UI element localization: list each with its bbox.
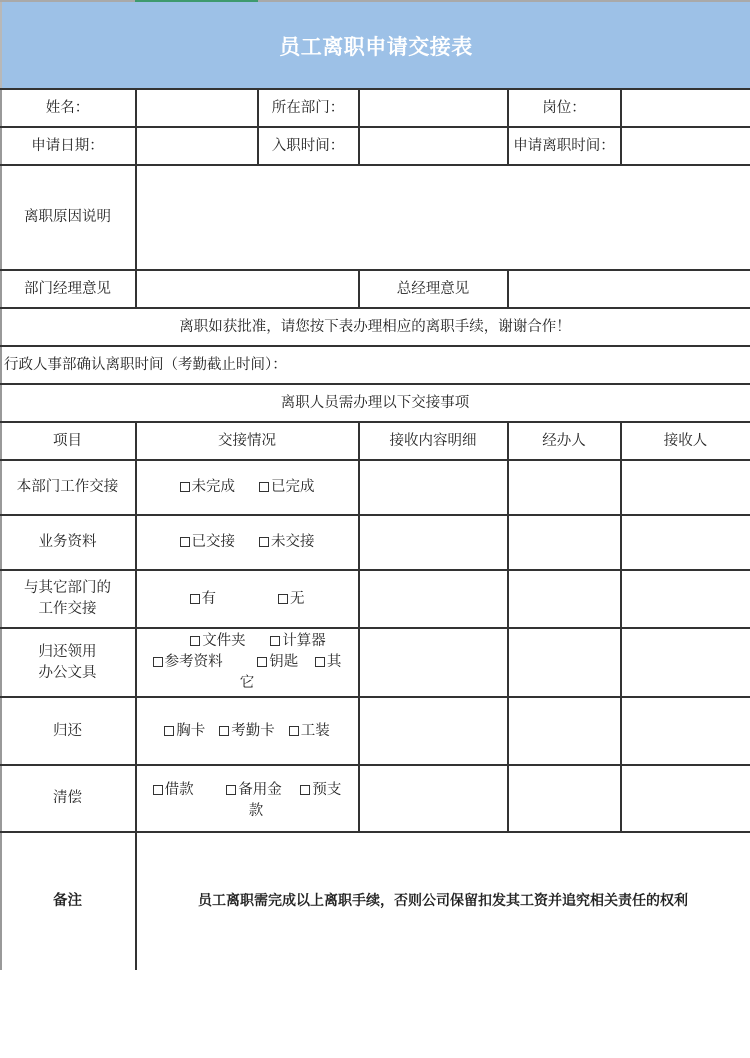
grid-line xyxy=(358,422,360,832)
grid-line xyxy=(358,89,360,165)
remark-text: 员工离职需完成以上离职手续，否则公司保留扣发其工资并追究相关责任的权利 xyxy=(198,892,688,909)
checkbox-icon[interactable] xyxy=(315,657,325,667)
checkbox-option[interactable]: 考勤卡 xyxy=(219,721,275,742)
handler-column-fields[interactable] xyxy=(508,460,620,832)
checkbox-option[interactable]: 备用金 xyxy=(226,782,282,798)
status-settlement: 借款 备用金 预支 款 xyxy=(136,765,358,832)
leave-date-label: 申请离职时间： xyxy=(513,137,615,154)
dept-field[interactable] xyxy=(359,89,507,127)
checkbox-option[interactable]: 胸卡 xyxy=(164,721,205,742)
row-item-office-supplies: 归还领用 办公文具 xyxy=(38,643,97,681)
leave-date-field[interactable] xyxy=(621,127,750,165)
title-banner xyxy=(0,2,750,89)
status-office-supplies: 文件夹 计算器 参考资料 钥匙 其 它 xyxy=(136,628,358,697)
row-item-return: 归还 xyxy=(53,722,82,739)
name-field[interactable] xyxy=(136,89,257,127)
checkbox-option[interactable]: 工装 xyxy=(289,721,330,742)
checkbox-icon[interactable] xyxy=(153,657,163,667)
grid-line xyxy=(0,831,750,833)
grid-line xyxy=(0,696,750,698)
grid-line xyxy=(135,422,137,970)
grid-line xyxy=(620,422,622,832)
grid-line xyxy=(0,627,750,629)
approval-notice: 离职如获批准，请您按下表办理相应的离职手续，谢谢合作！ xyxy=(179,318,571,335)
apply-date-label: 申请日期： xyxy=(31,137,104,154)
checkbox-icon[interactable] xyxy=(164,726,174,736)
checkbox-option[interactable]: 已完成 xyxy=(259,477,315,498)
grid-line xyxy=(0,421,750,423)
checkbox-option[interactable]: 其 xyxy=(315,654,342,670)
checkbox-icon[interactable] xyxy=(180,482,190,492)
status-dept-handover xyxy=(136,460,358,515)
checkbox-icon[interactable] xyxy=(219,726,229,736)
hr-confirm-field[interactable]: 行政人事部确认离职时间（考勤截止时间）： xyxy=(4,356,287,373)
grid-line xyxy=(135,89,137,165)
col-header-item: 项目 xyxy=(53,432,82,449)
status-return xyxy=(136,697,358,765)
grid-line xyxy=(507,422,509,832)
grid-line xyxy=(0,269,750,271)
grid-line xyxy=(257,89,259,165)
grid-line xyxy=(620,89,622,165)
hire-date-field[interactable] xyxy=(359,127,507,165)
reason-label: 离职原因说明 xyxy=(24,209,111,225)
checkbox-icon[interactable] xyxy=(270,636,280,646)
position-field[interactable] xyxy=(621,89,750,127)
details-column-fields[interactable] xyxy=(359,460,507,832)
checkbox-option[interactable]: 无 xyxy=(278,589,305,610)
checkbox-icon[interactable] xyxy=(257,657,267,667)
grid-line xyxy=(0,307,750,309)
receiver-column-fields[interactable] xyxy=(621,460,750,832)
position-label: 岗位： xyxy=(542,99,586,116)
status-other-dept xyxy=(136,570,358,628)
checkbox-icon[interactable] xyxy=(153,785,163,795)
checkbox-option[interactable]: 钥匙 xyxy=(257,654,298,670)
checkbox-option[interactable]: 未完成 xyxy=(180,477,236,498)
gm-label: 总经理意见 xyxy=(396,280,470,297)
col-header-status: 交接情况 xyxy=(218,432,276,449)
checkbox-icon[interactable] xyxy=(190,594,200,604)
col-header-details: 接收内容明细 xyxy=(389,432,477,449)
dept-manager-label: 部门经理意见 xyxy=(24,280,111,297)
form-title: 员工离职申请交接表 xyxy=(279,34,473,59)
checkbox-icon[interactable] xyxy=(259,482,269,492)
checkbox-icon[interactable] xyxy=(278,594,288,604)
checkbox-option[interactable]: 参考资料 xyxy=(153,654,223,670)
checkbox-option[interactable]: 已交接 xyxy=(180,532,236,553)
grid-line xyxy=(0,459,750,461)
name-label: 姓名： xyxy=(45,99,90,116)
col-header-receiver: 接收人 xyxy=(663,432,708,449)
checkbox-option[interactable]: 计算器 xyxy=(270,633,326,649)
apply-date-field[interactable] xyxy=(136,127,257,165)
checkbox-icon[interactable] xyxy=(190,636,200,646)
dept-manager-field[interactable] xyxy=(136,270,358,308)
grid-line xyxy=(0,88,750,90)
reason-field[interactable] xyxy=(136,165,750,270)
grid-line xyxy=(358,270,360,308)
status-business-docs xyxy=(136,515,358,570)
gm-field[interactable] xyxy=(508,270,750,308)
checkbox-option[interactable]: 未交接 xyxy=(259,532,315,553)
checkbox-option[interactable]: 借款 xyxy=(153,782,194,798)
handover-title: 离职人员需办理以下交接事项 xyxy=(280,394,470,411)
checkbox-icon[interactable] xyxy=(300,785,310,795)
col-header-handler: 经办人 xyxy=(542,432,586,449)
checkbox-icon[interactable] xyxy=(226,785,236,795)
hire-date-label: 入职时间： xyxy=(271,137,345,154)
row-item-other-dept: 与其它部门的 工作交接 xyxy=(24,580,111,617)
row-item-dept-handover: 本部门工作交接 xyxy=(16,479,119,495)
dept-label: 所在部门： xyxy=(271,99,345,116)
grid-line xyxy=(0,164,750,166)
row-item-settlement: 清偿 xyxy=(53,790,82,806)
grid-line xyxy=(0,514,750,516)
grid-line xyxy=(507,89,509,165)
checkbox-icon[interactable] xyxy=(289,726,299,736)
grid-line xyxy=(0,764,750,766)
checkbox-option[interactable]: 文件夹 xyxy=(190,633,246,649)
row-item-business-docs: 业务资料 xyxy=(38,534,97,550)
grid-line xyxy=(0,383,750,385)
checkbox-icon[interactable] xyxy=(259,537,269,547)
checkbox-option[interactable]: 预支 xyxy=(300,782,341,798)
checkbox-option[interactable]: 有 xyxy=(190,589,217,610)
grid-line xyxy=(0,126,750,128)
grid-line xyxy=(135,165,137,308)
checkbox-icon[interactable] xyxy=(180,537,190,547)
remark-label: 备注 xyxy=(53,892,82,909)
grid-line xyxy=(0,345,750,347)
grid-line xyxy=(0,569,750,571)
grid-line xyxy=(507,270,509,308)
